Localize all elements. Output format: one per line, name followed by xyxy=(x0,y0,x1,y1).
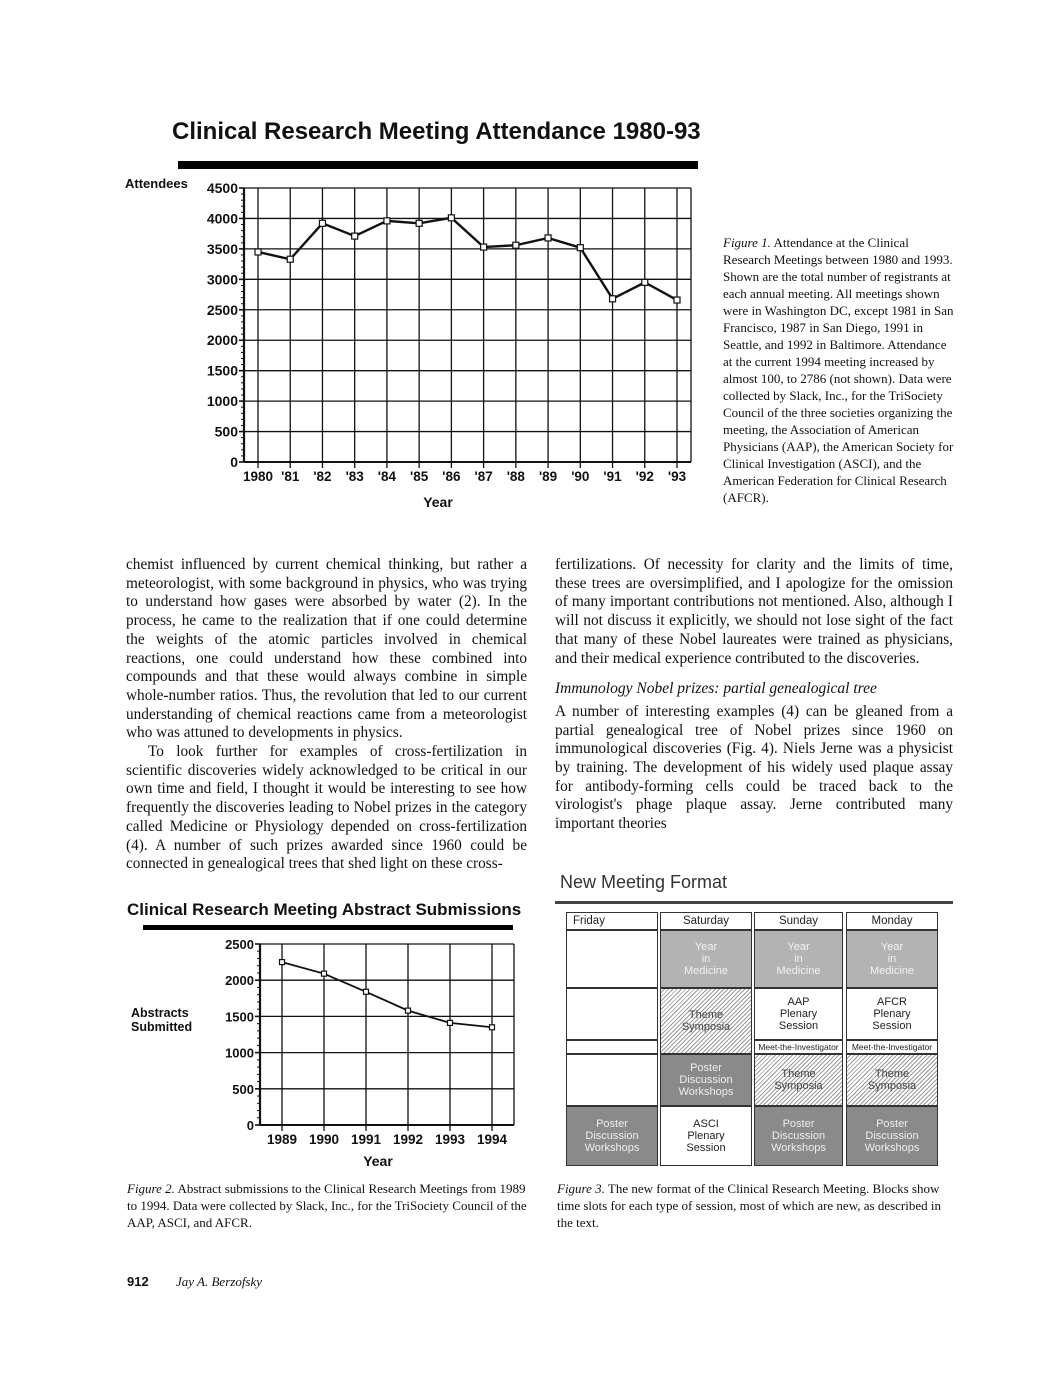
day-header-saturday: Saturday xyxy=(660,912,752,930)
y-tick-label: 2500 xyxy=(206,301,238,318)
figure2-series-line xyxy=(282,962,492,1027)
data-point xyxy=(287,256,293,262)
data-point xyxy=(577,245,583,251)
day-header-sunday: Sunday xyxy=(754,912,843,930)
y-tick-label: 3500 xyxy=(206,240,238,257)
author-name: Jay A. Berzofsky xyxy=(176,1274,263,1289)
friday-slot-empty-3 xyxy=(566,1040,658,1054)
figure2-title: Clinical Research Meeting Abstract Submissions xyxy=(127,900,522,919)
monday-afcr-plenary: AFCR Plenary Session xyxy=(846,988,938,1040)
data-point xyxy=(610,296,616,302)
monday-poster-workshops: Poster Discussion Workshops xyxy=(846,1106,938,1166)
figure1-series-line xyxy=(258,218,677,300)
x-tick-label: 1989 xyxy=(266,1132,298,1147)
sunday-year-in-medicine: Year in Medicine xyxy=(754,930,843,988)
x-tick-label: 1980 xyxy=(242,469,274,484)
y-tick-label: 500 xyxy=(232,1081,254,1097)
x-tick-label: '91 xyxy=(603,469,622,484)
y-tick-label: 2000 xyxy=(225,973,254,989)
page-number: 912 xyxy=(127,1274,149,1289)
monday-theme-symposia: Theme Symposia xyxy=(846,1054,938,1106)
figure1-x-ticks xyxy=(243,469,687,484)
sunday-theme-symposia: Theme Symposia xyxy=(754,1054,843,1106)
saturday-poster-workshops: Poster Discussion Workshops xyxy=(660,1054,752,1106)
x-tick-label: '88 xyxy=(506,469,525,484)
data-point xyxy=(364,989,369,994)
figure3-title: New Meeting Format xyxy=(560,872,728,892)
figure3-title-rule xyxy=(555,901,953,904)
figure2-y-ticks xyxy=(225,937,260,1133)
x-tick-label: '85 xyxy=(410,469,429,484)
friday-slot-empty-4 xyxy=(566,1054,658,1106)
figure1-xlabel: Year xyxy=(423,494,453,510)
monday-year-in-medicine: Year in Medicine xyxy=(846,930,938,988)
x-tick-label: '81 xyxy=(281,469,300,484)
y-tick-label: 2000 xyxy=(206,332,238,349)
figure1-caption-label: Figure 1. xyxy=(723,235,771,250)
figure3-caption-text: The new format of the Clinical Research Meeting. Blocks show time slots for each type of session, most of which are new, as described in the text. xyxy=(557,1181,942,1230)
figure2-caption xyxy=(127,1180,529,1231)
y-tick-label: 2500 xyxy=(225,937,254,952)
saturday-asci-plenary: ASCI Plenary Session xyxy=(660,1106,752,1166)
right-paragraph-1: fertilizations. Of necessity for clarity and the limits of time, these trees are oversimplified, and I apologize for the omission of many important contributions not mentioned. Also, although I will not discuss it explicitly, we should not lose sight of the fact that many of these Nobel laureates were trained as physicians, and their medical experience contributed to the discoveries. xyxy=(555,556,953,667)
y-tick-label: 3000 xyxy=(206,271,238,288)
data-point xyxy=(481,244,487,250)
day-header-friday: Friday xyxy=(566,912,658,930)
figure3-caption xyxy=(557,1180,947,1231)
x-tick-label: '86 xyxy=(442,469,461,484)
y-tick-label: 4000 xyxy=(206,210,238,227)
y-tick-label: 1000 xyxy=(206,393,238,410)
x-tick-label: '87 xyxy=(474,469,493,484)
left-paragraph-1: chemist influenced by current chemical thinking, but rather a meteorologist, with some background in physics, who was trying to understand how gases were absorbed by water (2). In the process, he came to the realization that if one could determine the weights of the atomic particles involved in chemical reactions, one could understand how these combined into compounds and that these would always combine in simple whole-number ratios. Thus, the revolution that led to our current understanding of chemical reactions came from a meteorologist who was attuned to developments in physics. xyxy=(126,556,527,742)
friday-poster-workshops: Poster Discussion Workshops xyxy=(566,1106,658,1166)
figure2-grid xyxy=(260,944,514,1131)
data-point xyxy=(322,971,327,976)
x-tick-label: 1990 xyxy=(308,1132,340,1147)
data-point xyxy=(490,1025,495,1030)
figure1-chart xyxy=(118,170,708,515)
sunday-poster-workshops: Poster Discussion Workshops xyxy=(754,1106,843,1166)
data-point xyxy=(406,1008,411,1013)
figure1-title: Clinical Research Meeting Attendance 1980-93 xyxy=(172,118,701,145)
right-column-text xyxy=(555,556,953,834)
figure1-caption xyxy=(723,234,955,506)
day-header-monday: Monday xyxy=(846,912,938,930)
x-tick-label: 1991 xyxy=(350,1132,382,1147)
data-point xyxy=(255,249,261,255)
x-tick-label: '93 xyxy=(667,469,687,484)
x-tick-label: '90 xyxy=(571,469,590,484)
left-paragraph-2: To look further for examples of cross-fertilization in scientific discoveries widely acknowledged to be critical in our own time and field, I thought it would be interesting to see how frequently the discoveries leading to Nobel prizes in the category called Medicine or Physiology depended on cross-fertilization (4). A number of such prizes awarded since 1960 could be connected in genealogical trees that shed light on these cross- xyxy=(126,743,527,873)
data-point xyxy=(352,233,358,239)
figure2-x-ticks xyxy=(267,1132,508,1147)
data-point xyxy=(448,1020,453,1025)
y-tick-label: 500 xyxy=(214,423,238,440)
meeting-format-grid xyxy=(566,910,938,1166)
figure3-caption-label: Figure 3. xyxy=(557,1181,605,1196)
data-point xyxy=(416,220,422,226)
data-point xyxy=(448,215,454,221)
x-tick-label: '92 xyxy=(635,469,654,484)
friday-slot-empty-1 xyxy=(566,930,658,988)
left-column-text xyxy=(126,556,527,874)
figure2-caption-label: Figure 2. xyxy=(127,1181,175,1196)
x-tick-label: 1992 xyxy=(392,1132,424,1147)
sunday-aap-plenary: AAP Plenary Session xyxy=(754,988,843,1040)
data-point xyxy=(513,242,519,248)
x-tick-label: '84 xyxy=(377,469,397,484)
figure2-chart xyxy=(125,932,525,1174)
x-tick-label: 1993 xyxy=(434,1132,466,1147)
figure1-caption-text: Attendance at the Clinical Research Meetings between 1980 and 1993. Shown are the total number of registrants at each annual meeting. All meetings shown were in Washington DC, except 1981 in San Francisco, 1987 in San Diego, 1991 in Seattle, and 1992 in Baltimore. Attendance at the current 1994 meeting increased by almost 100, to 2786 (not shown). Data were collected by Slack, Inc., for the TriSociety Council of the three societies organizing the meeting, the Association of American Physicians (AAP), the American Society for Clinical Investigation (ASCI), and the American Federation for Clinical Research (AFCR). xyxy=(723,235,954,505)
saturday-theme-symposia: Theme Symposia xyxy=(660,988,752,1054)
x-tick-label: '89 xyxy=(538,469,558,484)
figure2-caption-text: Abstract submissions to the Clinical Research Meetings from 1989 to 1994. Data were collected by Slack, Inc., for the TriSociety Council of the AAP, ASCI, and AFCR. xyxy=(127,1181,527,1230)
y-tick-label: 1500 xyxy=(206,362,238,379)
data-point xyxy=(384,218,390,224)
figure2-ylabel-line1: Abstracts xyxy=(131,1006,189,1020)
data-point xyxy=(319,220,325,226)
monday-meet-the-investigator: Meet-the-Investigator xyxy=(846,1040,938,1054)
saturday-year-in-medicine: Year in Medicine xyxy=(660,930,752,988)
data-point xyxy=(280,960,285,965)
figure2-xlabel: Year xyxy=(363,1153,393,1169)
figure1-title-rule xyxy=(178,161,698,169)
y-tick-label: 0 xyxy=(246,1118,254,1133)
x-tick-label: '82 xyxy=(313,469,332,484)
y-tick-label: 1000 xyxy=(225,1045,254,1061)
figure1-grid xyxy=(244,188,691,468)
data-point xyxy=(674,297,680,303)
x-tick-label: '83 xyxy=(345,469,364,484)
friday-slot-empty-2 xyxy=(566,988,658,1040)
data-point xyxy=(642,279,648,285)
sunday-meet-the-investigator: Meet-the-Investigator xyxy=(754,1040,843,1054)
y-tick-label: 4500 xyxy=(206,180,238,196)
y-tick-label: 1500 xyxy=(225,1009,254,1025)
figure1-y-ticks xyxy=(207,180,244,470)
section-subheading: Immunology Nobel prizes: partial genealogical tree xyxy=(555,680,877,698)
figure2-ylabel-line2: Submitted xyxy=(131,1020,193,1034)
data-point xyxy=(545,235,551,241)
figure2-title-rule xyxy=(143,925,513,930)
y-tick-label: 0 xyxy=(230,454,238,470)
right-paragraph-2: A number of interesting examples (4) can be gleaned from a partial genealogical tree of Nobel prizes since 1960 on immunological discoveries (Fig. 4). Niels Jerne was a physicist by training. The development of his widely used plaque assay for antibody-forming cells could be traced back to the virologist's phage plaque assay. Jerne contributed many important theories xyxy=(555,702,953,833)
figure1-ylabel: Attendees xyxy=(125,176,188,191)
x-tick-label: 1994 xyxy=(476,1132,508,1147)
